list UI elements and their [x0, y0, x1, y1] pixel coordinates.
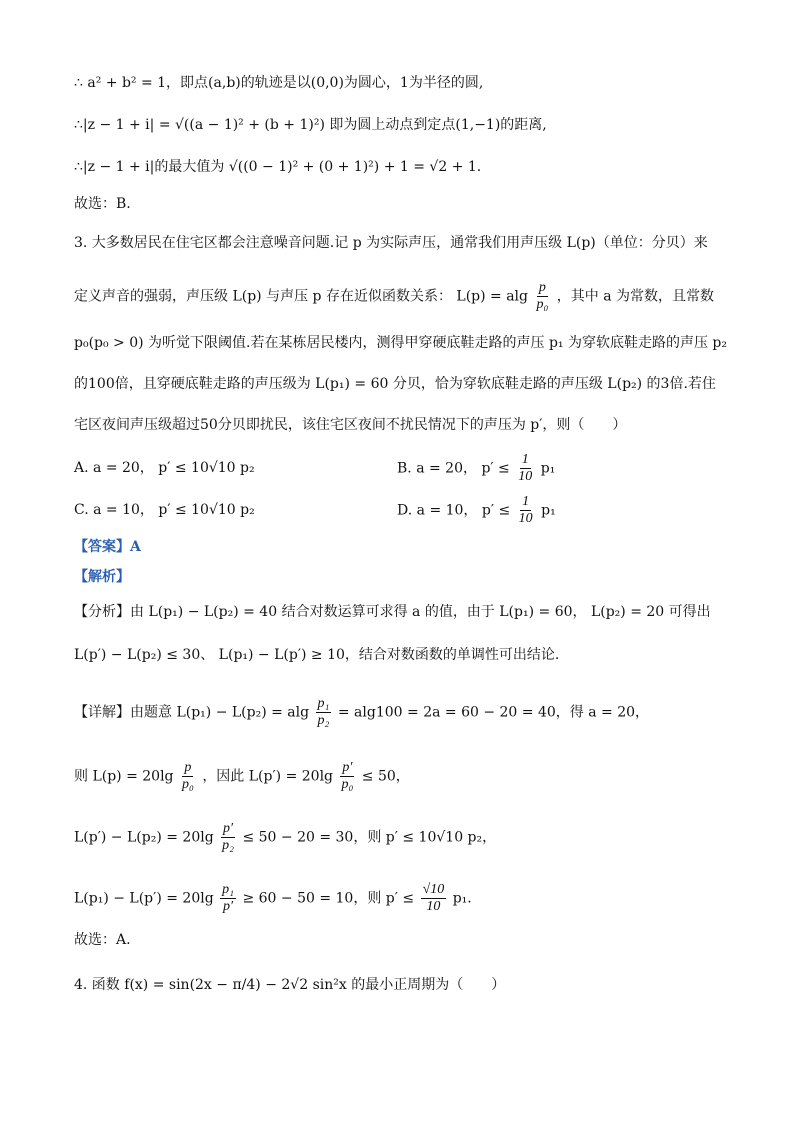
choice-line-2: 故选：A. [74, 932, 131, 948]
detail-prefix: L(p′) − L(p₂) = 20lg [74, 829, 214, 846]
question-3-text-3: p₀(p₀ > 0) 为听觉下限阈值.若在某栋居民楼内，测得甲穿硬底鞋走路的声压 p₁ 为穿软底鞋走路的声压 p₂ [74, 335, 728, 351]
option-a-value: a = 20， [416, 460, 477, 477]
detail-line-1 [74, 696, 649, 729]
option-p-value: p′ ≤ 10√10 p₂ [158, 460, 255, 476]
derivation-line-3: ∴|z − 1 + i|的最大值为 √((0 − 1)² + (0 + 1)²) + 1 = √2 + 1. [74, 159, 482, 175]
fraction-denominator: 10 [518, 511, 533, 526]
question-3-text-2 [74, 280, 714, 313]
detail-prefix: 【详解】由题意 L(p₁) − L(p₂) = alg [74, 704, 310, 721]
fraction-denominator: p₀ [536, 297, 549, 312]
option-fraction [516, 452, 534, 485]
option-a [74, 458, 255, 478]
fraction-denominator: 10 [518, 469, 533, 484]
analysis-line-2: L(p′) − L(p₂) ≤ 30、 L(p₁) − L(p′) ≥ 10，结合对数函数的单调性可出结论. [74, 647, 560, 663]
fraction-numerator: 1 [522, 494, 530, 509]
fraction-numerator: p₁ [317, 696, 330, 711]
question-3-text-1: 3. 大多数居民在住宅区都会注意噪音问题.记 p 为实际声压，通常我们用声压级 L(p)（单位：分贝）来 [74, 235, 708, 251]
option-a-value: a = 20， [93, 460, 154, 476]
fraction-numerator: 1 [521, 452, 529, 467]
option-p-suffix: p₁ [540, 460, 556, 477]
option-p-suffix: p₁ [541, 502, 556, 519]
fraction-sqrt10-over-10 [421, 882, 447, 915]
detail-middle: ≥ 60 − 50 = 10，则 p′ ≤ [242, 890, 415, 907]
fraction-denominator: p₂ [317, 713, 330, 728]
analysis-line-1: 【分析】由 L(p₁) − L(p₂) = 40 结合对数运算可求得 a 的值，由于 L(p₁) = 60， L(p₂) = 20 可得出 [74, 604, 711, 620]
detail-suffix: ≤ 50 − 20 = 30，则 p′ ≤ 10√10 p₂， [242, 829, 497, 846]
answer-label: 【答案】A [74, 539, 141, 555]
fraction-denominator: p₀ [181, 777, 194, 792]
option-p-value: p′ ≤ [481, 502, 511, 519]
analysis-header [74, 567, 130, 587]
fraction-p1-over-pprime [220, 882, 236, 915]
fraction-numerator: p [538, 280, 546, 295]
option-c [74, 500, 255, 520]
fraction-numerator: p′ [223, 821, 234, 836]
detail-line-3 [74, 821, 496, 854]
option-p-value: p′ ≤ [481, 460, 510, 477]
detail-line-4 [74, 882, 472, 915]
choice-line: 故选：B. [74, 196, 131, 212]
analysis-label: 【解析】 [74, 569, 130, 585]
q3-formula-prefix: 定义声音的强弱，声压级 L(p) 与声压 p 存在近似函数关系： L(p) = alg [74, 288, 528, 305]
fraction-numerator: p₁ [222, 882, 234, 897]
option-a-value: a = 10， [416, 502, 478, 519]
fraction-p1-over-p2 [316, 696, 332, 729]
detail-suffix: p₁. [452, 890, 472, 907]
fraction-denominator: 10 [426, 899, 441, 914]
fraction-numerator: √10 [422, 882, 445, 897]
detail-prefix: 则 L(p) = 20lg [74, 768, 174, 785]
detail-suffix: = alg100 = 2a = 60 − 20 = 40，得 a = 20， [337, 704, 650, 721]
q3-formula-suffix: ，其中 a 为常数，且常数 [556, 288, 715, 305]
option-b [397, 452, 555, 485]
option-label: D. [397, 502, 413, 519]
fraction-denominator: p₀ [341, 777, 354, 792]
option-fraction [517, 494, 535, 527]
option-label: B. [397, 460, 412, 477]
option-label: A. [74, 460, 89, 476]
fraction-p-over-p0 [180, 760, 196, 793]
fraction-denominator: p′ [223, 899, 234, 914]
detail-prefix: L(p₁) − L(p′) = 20lg [74, 890, 214, 907]
fraction-pprime-over-p0 [339, 760, 355, 793]
option-a-value: a = 10， [93, 502, 154, 518]
derivation-line-1: ∴ a² + b² = 1，即点(a,b)的轨迹是以(0,0)为圆心，1为半径的圆, [74, 75, 484, 91]
answer-line [74, 537, 141, 557]
option-label: C. [74, 502, 89, 518]
detail-middle: ，因此 L(p′) = 20lg [202, 768, 334, 785]
fraction-numerator: p′ [342, 760, 353, 775]
question-3-text-4: 的100倍，且穿硬底鞋走路的声压级为 L(p₁) = 60 分贝，恰为穿软底鞋走路的声压级 L(p₂) 的3倍.若住 [74, 376, 716, 392]
fraction-pprime-over-p2 [220, 821, 236, 854]
question-4-text: 4. 函数 f(x) = sin(2x − π/4) − 2√2 sin²x 的最小正周期为（ ） [74, 977, 506, 993]
question-3-text-5: 宅区夜间声压级超过50分贝即扰民，该住宅区夜间不扰民情况下的声压为 p′，则（ ） [74, 417, 627, 433]
fraction-p-over-p0 [534, 280, 550, 313]
fraction-numerator: p [184, 760, 192, 775]
detail-line-2 [74, 760, 410, 793]
detail-suffix: ≤ 50， [361, 768, 410, 785]
option-p-value: p′ ≤ 10√10 p₂ [158, 502, 255, 518]
derivation-line-2: ∴|z − 1 + i| = √((a − 1)² + (b + 1)²) 即为圆上动点到定点(1,−1)的距离, [74, 117, 547, 133]
option-d [397, 494, 556, 527]
fraction-denominator: p₂ [222, 838, 234, 853]
